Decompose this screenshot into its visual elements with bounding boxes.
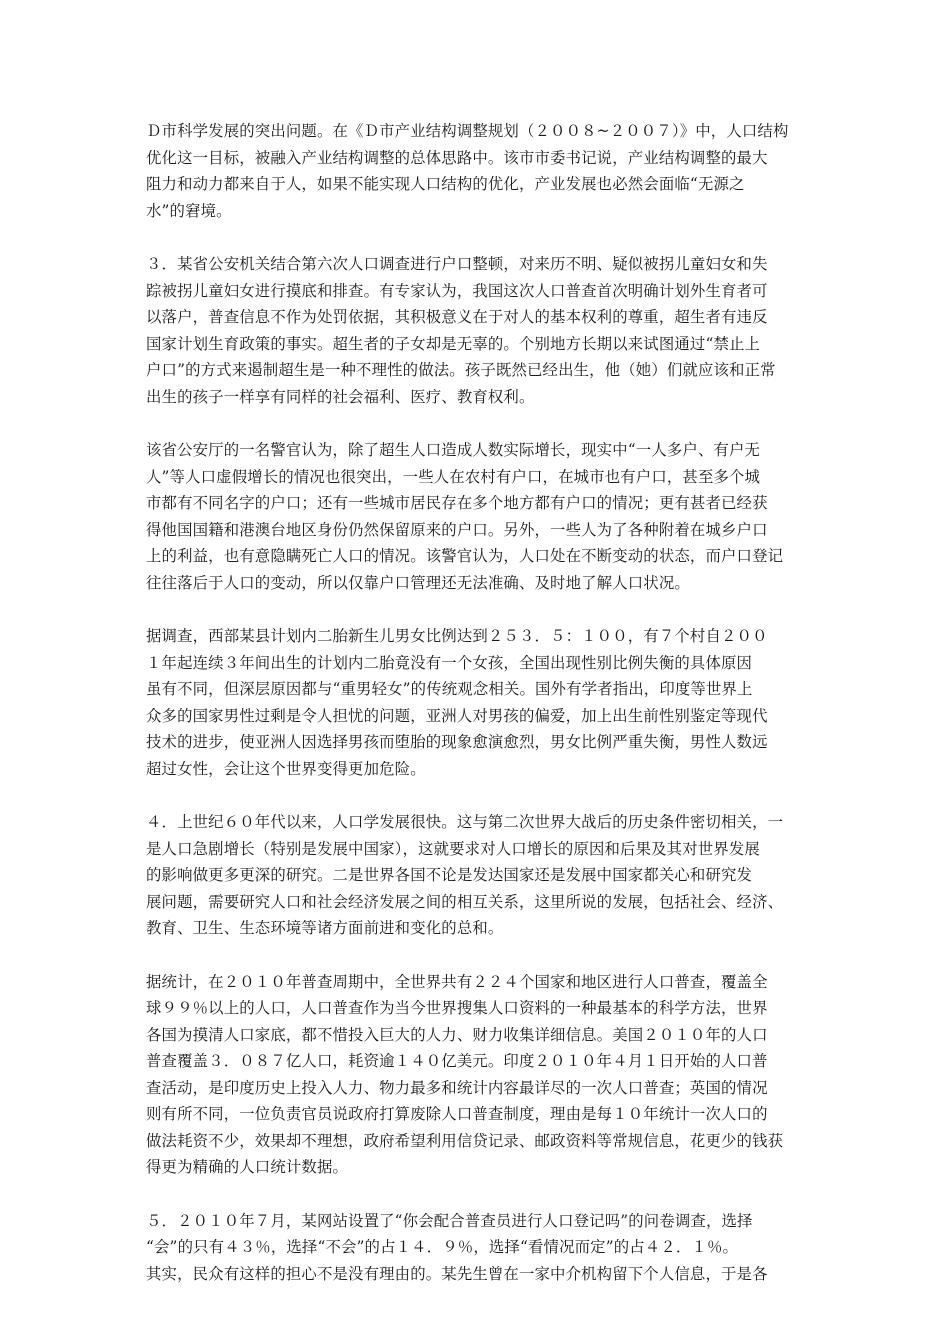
paragraph-gap xyxy=(146,782,816,809)
paragraph-gap xyxy=(146,224,816,251)
paragraph-sex-ratio: 据调查，西部某县计划内二胎新生儿男女比例达到２５３．５：１００，有７个村自２００ １年起连续３年间出生的计划内二胎竟没有一个女孩，全国出现性别比例失衡的具体原因 虽有不同，但深层原因都与“重男轻女”的传统观念相关。国外有学者指出，印度等世界上 众多的国家男性过剩是令人担忧的问题，亚洲人对男孩的偏爱，加上出生前性别鉴定等现代 技术的进步，使亚洲人因选择男孩而堕胎的现象愈演愈烈，男女比例严重失衡，男性人数远 超过女性，会让这个世界变得更加危险。 xyxy=(146,627,768,778)
paragraph-gap xyxy=(146,942,816,969)
paragraph-item-4: ４．上世纪６０年代以来，人口学发展很快。这与第二次世界大战后的历史条件密切相关，一 是人口急剧增长（特别是发展中国家），这就要求对人口增长的原因和后果及其对世界发展 的影响做更多更深的研究。二是世界各国不论是发达国家还是发展中国家都关心和研究发 展问题，需要研究人口和社会经济发展之间的相互关系，这里所说的发展，包括社会、经济、 教育、卫生、生态环境等诸方面前进和变化的总和。 xyxy=(146,813,784,937)
paragraph-gap xyxy=(146,410,816,437)
paragraph-gap xyxy=(146,596,816,623)
paragraph-item-5: ５．２０１０年７月，某网站设置了“你会配合普查员进行人口登记吗”的问卷调查，选择 “会”的只有４３％，选择“不会”的占１４．９％，选择“看情况而定”的占４２．１％。 其实，民众有这样的担心不是没有理由的。某先生曾在一家中介机构留下个人信息，于是各 xyxy=(146,1211,768,1283)
paragraph-intro: Ｄ市科学发展的突出问题。在《Ｄ市产业结构调整规划（２００８~２００７）》中，人口结构 优化这一目标，被融入产业结构调整的总体思路中。该市市委书记说，产业结构调整的最大 阻力和动力都来自于人，如果不能实现人口结构的优化，产业发展也必然会面临“无源之 水”的窘境。 xyxy=(146,122,789,220)
paragraph-gap xyxy=(146,1181,816,1208)
paragraph-police-officer: 该省公安厅的一名警官认为，除了超生人口造成人数实际增长，现实中“一人多户、有户无 人”等人口虚假增长的情况也很突出，一些人在农村有户口，在城市也有户口，甚至多个城 市都有不同名字的户口；还有一些城市居民存在多个地方都有户口的情况；更有甚者已经获 得他国国籍和港澳台地区身份仍然保留原来的户口。另外，一些人为了各种附着在城乡户口 上的利益，也有意隐瞒死亡人口的情况。该警官认为，人口处在不断变动的状态，而户口登记 往往落后于人口的变动，所以仅靠户口管理还无法准确、及时地了解人口状况。 xyxy=(146,441,784,592)
paragraph-census-statistics: 据统计，在２０１０年普查周期中，全世界共有２２４个国家和地区进行人口普查，覆盖全 球９９％以上的人口，人口普查作为当今世界搜集人口资料的一种最基本的科学方法，世界 各国为摸清人口家底，都不惜投入巨大的人力、财力收集详细信息。美国２０１０年的人口 普查覆盖３．０８７亿人口，耗资逾１４０亿美元。印度２０１０年４月１日开始的人口普 查活动，是印度历史上投入人力、物力最多和统计内容最详尽的一次人口普查；英国的情况 则有所不同，一位负责官员说政府打算废除人口普查制度，理由是每１０年统计一次人口的 做法耗资不少，效果却不理想，政府希望利用信贷记录、邮政资料等常规信息，花更少的钱获 得更为精确的人口统计数据。 xyxy=(146,972,784,1176)
document-page xyxy=(146,118,816,1287)
paragraph-item-3: ３．某省公安机关结合第六次人口调查进行户口整顿，对来历不明、疑似被拐儿童妇女和失 踪被拐儿童妇女进行摸底和排查。有专家认为，我国这次人口普查首次明确计划外生育者可 以落户，普查信息不作为处罚依据，其积极意义在于对人的基本权利的尊重，超生者有违反 国家计划生育政策的事实。超生者的子女却是无辜的。个别地方长期以来试图通过“禁止上 户口”的方式来遏制超生是一种不理性的做法。孩子既然已经出生，他（她）们就应该和正常 出生的孩子一样享有同样的社会福利、医疗、教育权利。 xyxy=(146,255,776,406)
